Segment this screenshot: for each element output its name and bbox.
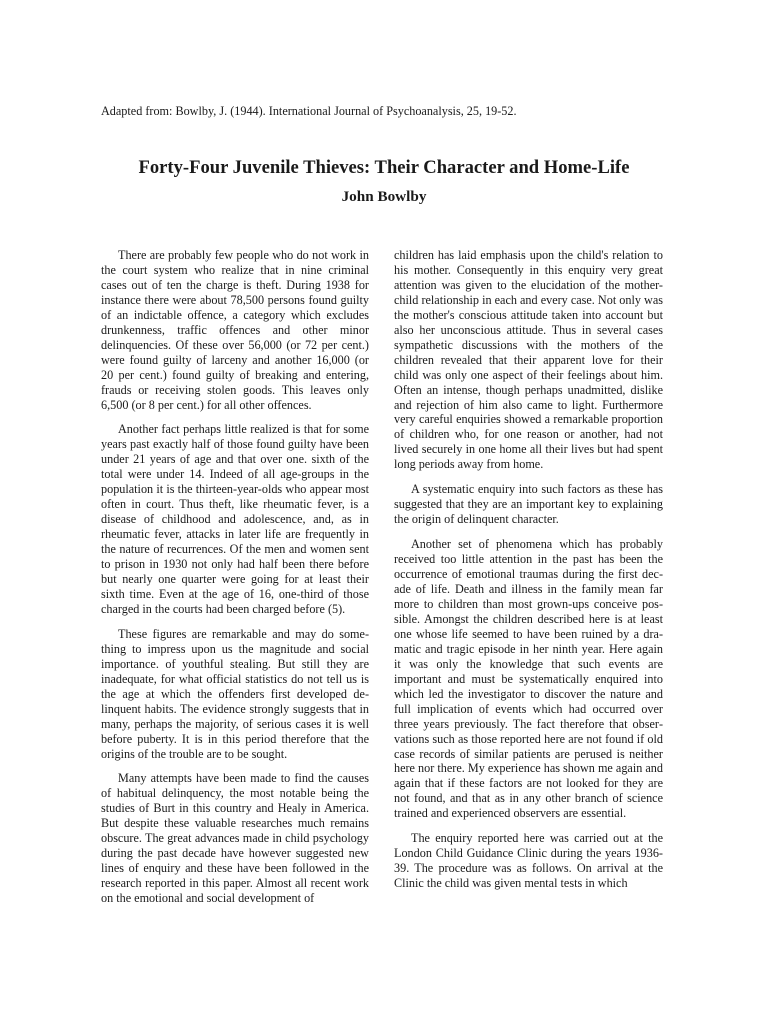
paragraph: A systematic enquiry into such factors as these has suggested that they are an important key to explaining the origin of delinquent character. <box>394 482 663 527</box>
article-author: John Bowlby <box>341 188 427 205</box>
paragraph: These figures are remarkable and may do something to impress upon us the magnitude and social importance. of youthful stealing. But still they are inadequate, for what official statistics do not tell us is the age at which the offenders first developed delinquent habits. The evidence strongly suggests that in many, perhaps the majority, of serious cases it is well before puberty. It is in this period therefore that the origins of the trouble are to be sought. <box>101 626 369 761</box>
paragraph: Another fact perhaps little realized is that for some years past exactly half of those found guilty have been under 21 years of age and that over one. sixth of the total were under 14. Indeed of all age-groups in the population it is the thirteen-year-olds who appear most often in court. Thus theft, like rheumatic fever, is a disease of childhood and adolescence, and, as in rheumatic fever, attacks in later life are frequently in the nature of recurrences. Of the men and women sent to prison in 1930 not only had half been there before but nearly one quarter were going for at least their sixth time. Even at the age of 16, one-third of those charged in the courts had been charged before (5). <box>101 422 369 616</box>
left-text-column <box>101 248 369 916</box>
paragraph: There are probably few people who do not work in the court system who realize that in nine criminal cases out of ten the charge is theft. During 1938 for instance there were about 78,500 persons found guilty of an indictable offence, a category which excludes drunkenness, traffic offences and other minor delinquencies. Of these over 56,000 (or 72 per cent.) were found guilty of larceny and another 16,000 (or 20 per cent.) found guilty of breaking and entering, frauds or receiving stolen goods. This leaves only 6,500 (or 8 per cent.) for all other offences. <box>101 248 369 412</box>
paragraph: Another set of phenomena which has probably received too little attention in the past has been the occurrence of emotional traumas during the first decade of life. Death and illness in the family mean far more to children than most grown-ups conceive possible. Amongst the children described here is at least one whose life seemed to have been ruined by a dramatic and tragic episode in her ninth year. Here again it was only the knowledge that such events are important and must be systematically enquired into which led the investigator to discover the nature and full implication of events which had occurred over three years previously. The fact therefore that observations such as those reported here are not found if old case records of similar patients are perused is neither here nor there. My experience has shown me again and again that if these factors are not looked for they are not found, and that as in any other branch of science trained and experienced observers are essential. <box>394 537 663 821</box>
source-citation: Adapted from: Bowlby, J. (1944). International Journal of Psychoanalysis, 25, 19-52. <box>101 104 517 118</box>
paragraph: The enquiry reported here was carried out at the London Child Guidance Clinic during the years 1936-39. The procedure was as follows. On arrival at the Clinic the child was given mental tests in which <box>394 831 663 891</box>
article-title: Forty-Four Juvenile Thieves: Their Character and Home-Life <box>138 157 630 178</box>
right-text-column <box>394 248 663 901</box>
paragraph-continued: children has laid emphasis upon the child's relation to his mother. Consequently in this enquiry very great attention was given to the elucidation of the mother-child relationship in each and every case. Not only was the mother's conscious attitude taken into account but also her unconscious attitude. Thus in several cases sympathetic discussions with the mothers of the children revealed that their apparent love for their child was only one aspect of their feelings about him. Often an intense, though perhaps unadmitted, dislike and rejection of him also came to light. Furthermore very careful enquiries showed a remarkable proportion of children who, for one reason or another, had not lived securely in one home all their lives but had spent long periods away from home. <box>394 248 663 472</box>
paragraph: Many attempts have been made to find the causes of habitual delinquency, the most notable being the studies of Burt in this country and Healy in America. But despite these valuable researches much remains obscure. The great advances made in child psychology during the past decade have however suggested new lines of enquiry and these have been followed in the research reported in this paper. Almost all recent work on the emotional and social development of <box>101 771 369 906</box>
